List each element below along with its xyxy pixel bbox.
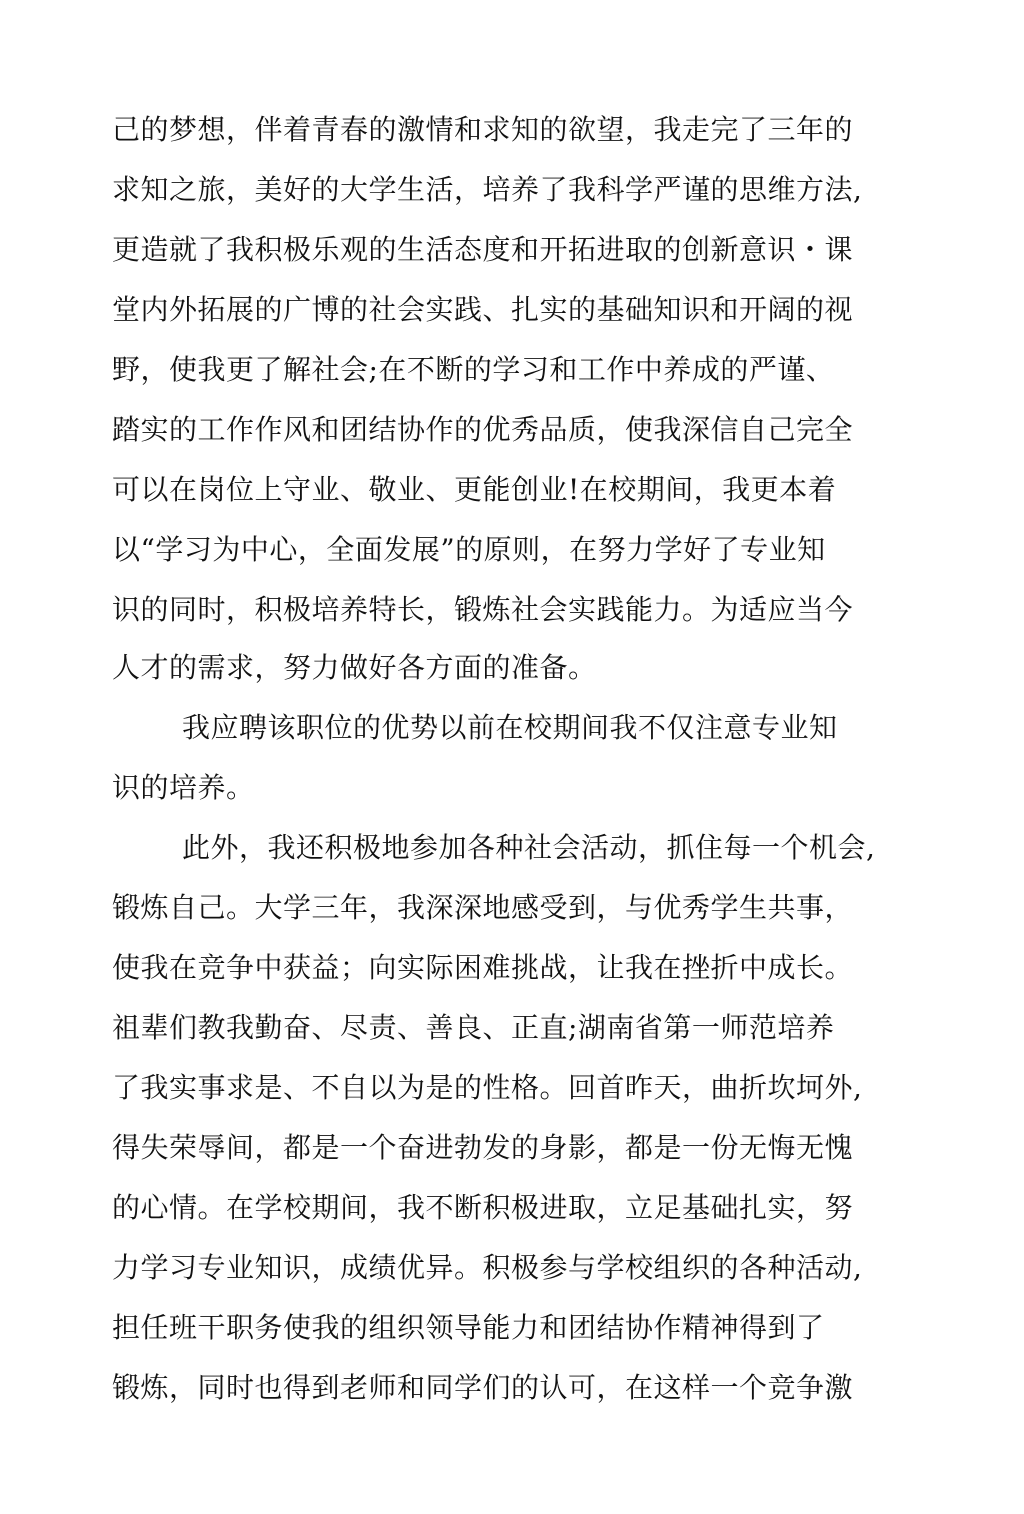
- paragraph-1-line-3: 更造就了我积极乐观的生活态度和开拓进取的创新意识・课: [112, 233, 854, 266]
- paragraph-1-line-10: 人才的需求，努力做好各方面的准备。: [112, 651, 597, 684]
- paragraph-3-line-9: 担任班干职务使我的组织领导能力和团结协作精神得到了: [112, 1311, 825, 1344]
- paragraph-2-line-1: 我应聘该职位的优势以前在校期间我不仅注意专业知: [182, 711, 838, 744]
- paragraph-3-line-7: 的心情。在学校期间，我不断积极进取，立足基础扎实，努: [112, 1191, 854, 1224]
- paragraph-1-line-5: 野，使我更了解社会;在不断的学习和工作中养成的严谨、: [112, 353, 835, 386]
- paragraph-1-line-1: 己的梦想，伴着青春的激情和求知的欲望，我走完了三年的: [112, 113, 854, 146]
- paragraph-1-line-2: 求知之旅，美好的大学生活，培养了我科学严谨的思维方法,: [112, 173, 863, 206]
- paragraph-3-line-10: 锻炼，同时也得到老师和同学们的认可，在这样一个竞争激: [112, 1371, 854, 1404]
- paragraph-2-line-2: 识的培养。: [112, 771, 255, 804]
- paragraph-3-line-2: 锻炼自己。大学三年，我深深地感受到，与优秀学生共事，: [112, 891, 854, 924]
- paragraph-3-line-6: 得失荣辱间，都是一个奋进勃发的身影，都是一份无悔无愧: [112, 1131, 854, 1164]
- paragraph-3-line-1: 此外，我还积极地参加各种社会活动，抓住每一个机会,: [182, 831, 876, 864]
- paragraph-3-line-8: 力学习专业知识，成绩优异。积极参与学校组织的各种活动,: [112, 1251, 863, 1284]
- paragraph-1-line-4: 堂内外拓展的广博的社会实践、扎实的基础知识和开阔的视: [112, 293, 854, 326]
- paragraph-3-line-5: 了我实事求是、不自以为是的性格。回首昨天，曲折坎坷外,: [112, 1071, 863, 1104]
- paragraph-1-line-9: 识的同时，积极培养特长，锻炼社会实践能力。为适应当今: [112, 593, 854, 626]
- paragraph-3-line-3: 使我在竞争中获益；向实际困难挑战，让我在挫折中成长。: [112, 951, 854, 984]
- paragraph-1-line-6: 踏实的工作作风和团结协作的优秀品质，使我深信自己完全: [112, 413, 854, 446]
- paragraph-3-line-4: 祖辈们教我勤奋、尽责、善良、正直;湖南省第一师范培养: [112, 1011, 835, 1044]
- paragraph-1-line-8: 以“学习为中心，全面发展”的原则，在努力学好了专业知: [112, 533, 826, 566]
- paragraph-1-line-7: 可以在岗位上守业、敬业、更能创业!在校期间，我更本着: [112, 473, 837, 506]
